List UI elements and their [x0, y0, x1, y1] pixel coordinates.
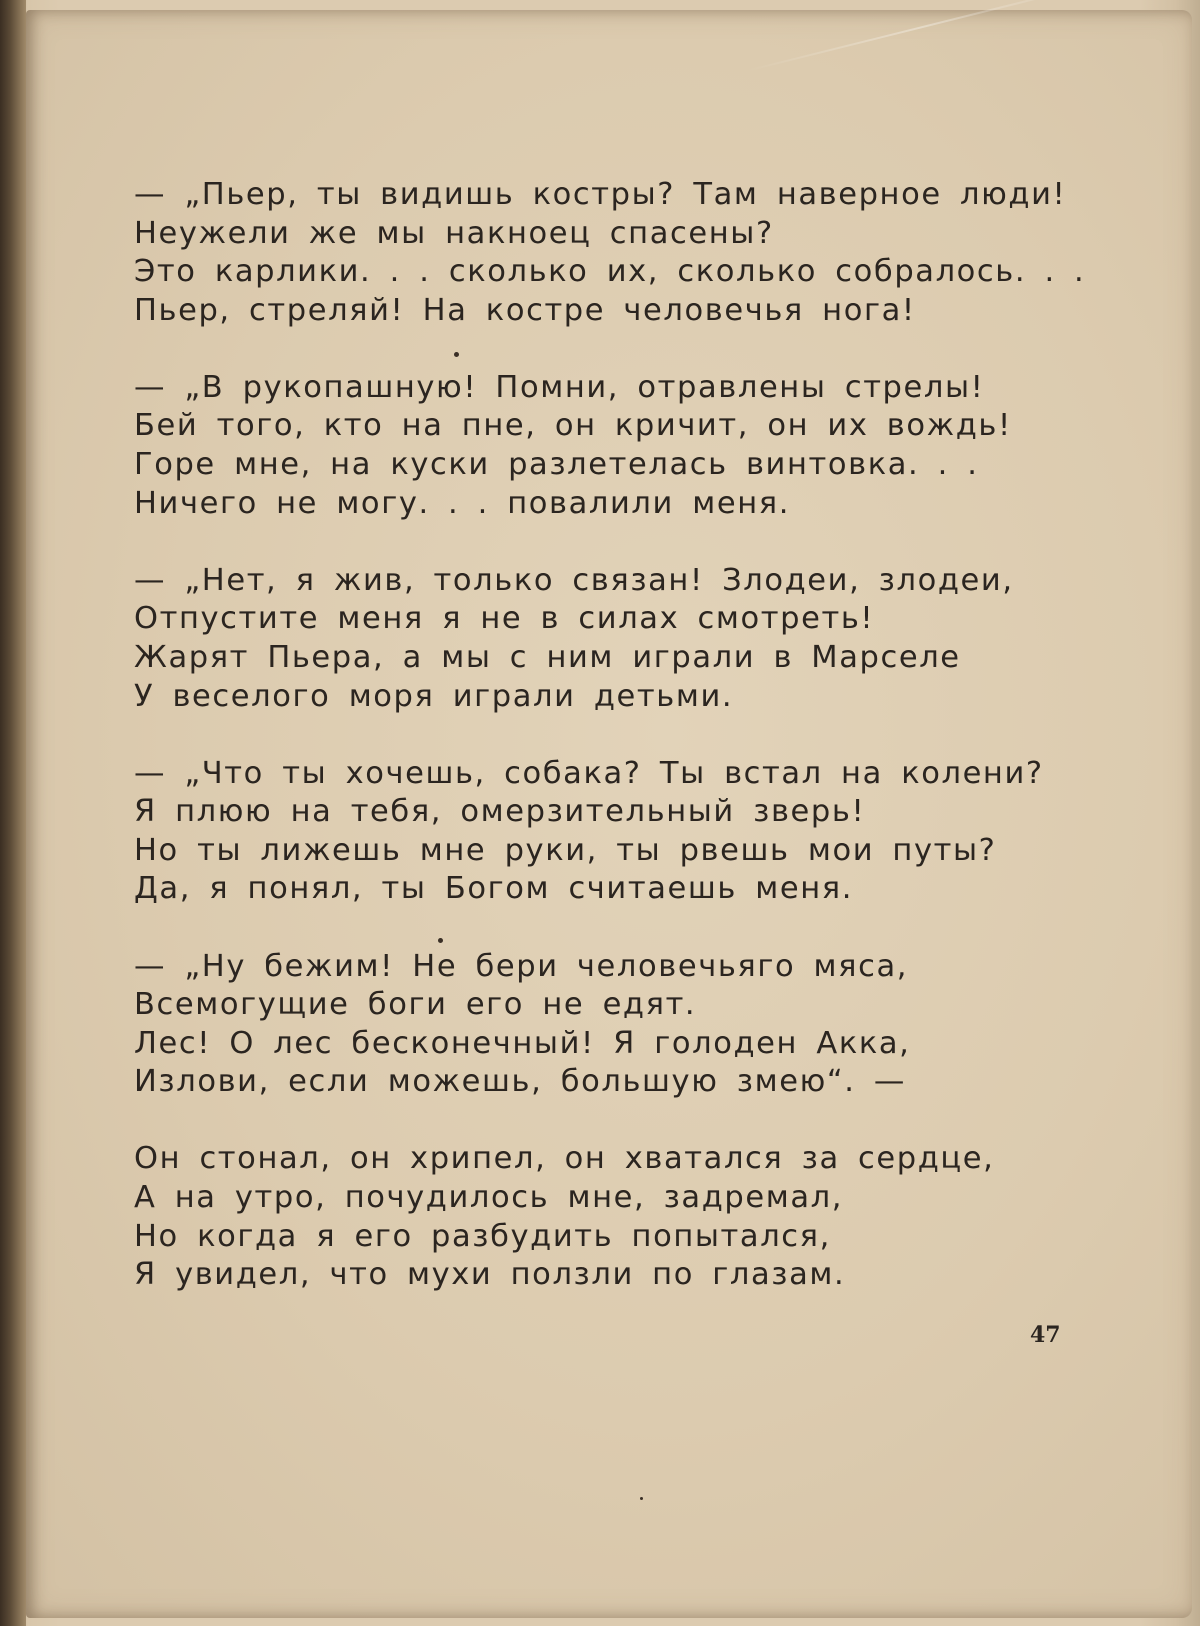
poem-text — [134, 176, 1086, 1333]
verse-line: А на утро, почудилось мне, задремал, — [134, 1179, 844, 1215]
verse-line: — „Что ты хочешь, собака? Ты встал на колени? — [134, 755, 1044, 791]
verse-line: Но ты лижешь мне руки, ты рвешь мои путы? — [134, 832, 997, 868]
verse-line: — „Ну бежим! Не бери человечьяго мяса, — [134, 948, 909, 984]
verse-line: Бей того, кто на пне, он кричит, он их вождь! — [134, 408, 1012, 444]
verse-line: Но когда я его разбудить попытался, — [134, 1218, 831, 1254]
verse-line: Я увидел, что мухи ползли по глазам. — [134, 1257, 846, 1293]
verse-line: Отпустите меня я не в силах смотреть! — [134, 601, 875, 637]
verse-line: У веселого моря играли детьми. — [134, 678, 734, 714]
verse-line: — „Пьер, ты видишь костры? Там наверное люди! — [134, 177, 1067, 212]
page-number: 47 — [1030, 1322, 1061, 1348]
verse-line: Я плюю на тебя, омерзительный зверь! — [134, 794, 866, 830]
verse-line: Да, я понял, ты Богом считаешь меня. — [134, 871, 854, 907]
verse-line: Лес! О лес бесконечный! Я голоден Акка, — [134, 1025, 911, 1061]
stanza-2 — [134, 369, 1054, 523]
verse-line: Всемогущие боги его не едят. — [134, 987, 697, 1023]
verse-line: — „Нет, я жив, только связан! Злодеи, злодеи, — [134, 562, 1014, 598]
stanza-4 — [134, 755, 1054, 909]
stanza-5 — [134, 948, 1054, 1102]
verse-line: Ничего не могу. . . повалили меня. — [134, 485, 790, 521]
verse-line: — „В рукопашную! Помни, отравлены стрелы! — [134, 369, 985, 405]
paper-crease — [746, 0, 1096, 72]
stanza-1 — [134, 176, 1086, 330]
verse-line: Неужели же мы накноец спасены? — [134, 215, 774, 251]
ink-speck — [640, 1497, 643, 1500]
verse-line: Жарят Пьера, а мы с ним играли в Марселе — [134, 639, 961, 675]
verse-line: Пьер, стреляй! На костре человечья нога! — [134, 292, 916, 328]
book-spine — [0, 0, 26, 1626]
verse-line: Горе мне, на куски разлетелась винтовка. . . — [134, 447, 979, 483]
verse-line: Он стонал, он хрипел, он хватался за сердце, — [134, 1141, 995, 1177]
stanza-3 — [134, 562, 1054, 716]
verse-line: Излови, если можешь, большую змею“. — — [134, 1064, 906, 1100]
stanza-6 — [134, 1140, 1054, 1294]
verse-line: Это карлики. . . сколько их, сколько собралось. . . — [134, 254, 1086, 290]
